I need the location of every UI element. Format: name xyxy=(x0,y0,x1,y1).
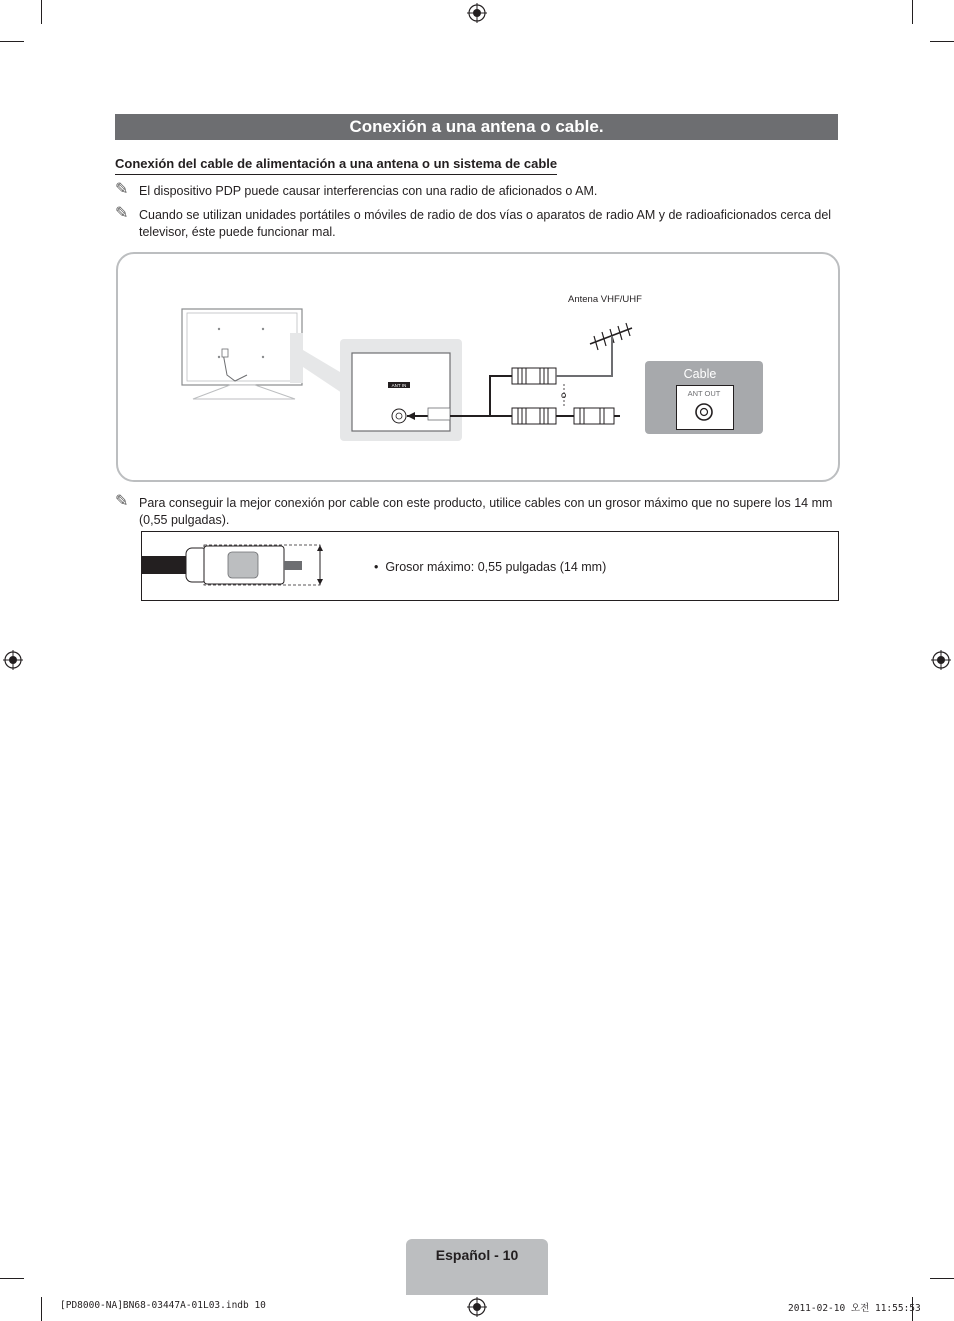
svg-text:ANT IN: ANT IN xyxy=(391,383,407,388)
page-number: Español - 10 xyxy=(435,1247,519,1263)
thickness-bullet: • Grosor máximo: 0,55 pulgadas (14 mm) xyxy=(374,560,607,574)
pencil-note-icon: ✎ xyxy=(115,181,129,198)
coax-connector-icon xyxy=(512,408,556,424)
crop-mark xyxy=(0,41,24,42)
ant-out-label: ANT OUT xyxy=(687,389,721,398)
note-text: Cuando se utilizan unidades portátiles o móviles de radio de dos vías o aparatos de radio AM y de radioaficionados cerca del televisor, éste puede funcionar mal. xyxy=(139,208,832,239)
pencil-note-icon: ✎ xyxy=(115,493,129,510)
registration-mark-icon xyxy=(3,650,23,670)
thickness-text: Grosor máximo: 0,55 pulgadas (14 mm) xyxy=(385,560,607,574)
crop-mark xyxy=(0,1278,24,1279)
coax-plug-illustration xyxy=(142,540,332,590)
registration-mark-icon xyxy=(467,3,487,23)
crop-mark xyxy=(41,1297,42,1321)
antenna-label: Antena VHF/UHF xyxy=(568,294,642,305)
timestamp: 2011-02-10 오전 11:55:53 xyxy=(788,1303,921,1314)
file-info: [PD8000-NA]BN68-03447A-01L03.indb 10 xyxy=(60,1300,266,1311)
antenna-icon xyxy=(586,318,636,360)
or-label: o xyxy=(561,390,567,401)
tv-back-illustration xyxy=(175,305,465,445)
note-item xyxy=(115,183,835,201)
crop-mark xyxy=(930,1278,954,1279)
ant-out-port-icon xyxy=(694,402,714,422)
crop-mark xyxy=(912,0,913,24)
registration-mark-icon xyxy=(931,650,951,670)
registration-mark-icon xyxy=(467,1297,487,1317)
cable-label: Cable xyxy=(683,367,717,381)
subheading: Conexión del cable de alimentación a una antena o un sistema de cable xyxy=(115,156,557,175)
section-title: Conexión a una antena o cable. xyxy=(115,114,838,140)
note-text: Para conseguir la mejor conexión por cable con este producto, utilice cables con un grosor máximo que no supere los 14 mm (0,55 pulgadas). xyxy=(139,496,833,527)
note-item xyxy=(115,207,835,243)
pencil-note-icon: ✎ xyxy=(115,205,129,222)
note-item xyxy=(115,495,839,531)
crop-mark xyxy=(41,0,42,24)
note-text: El dispositivo PDP puede causar interferencias con una radio de aficionados o AM. xyxy=(139,184,598,198)
coax-connector-icon xyxy=(574,408,614,424)
crop-mark xyxy=(930,41,954,42)
coax-connector-icon xyxy=(512,368,556,384)
ant-in-label-stub xyxy=(0,0,1,1)
